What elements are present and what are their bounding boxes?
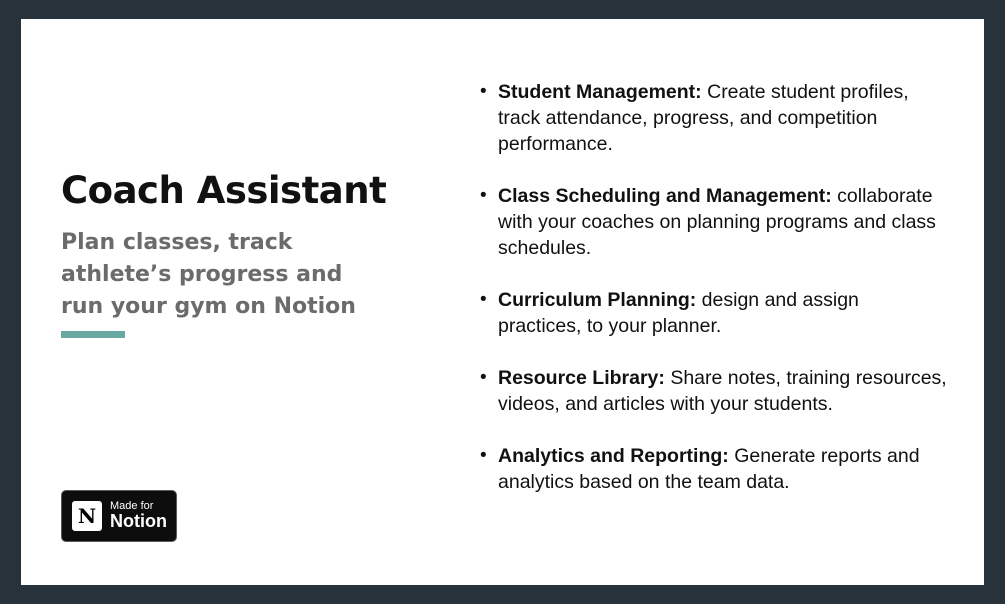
made-for-notion-badge[interactable]: [61, 490, 177, 542]
feature-heading: Student Management:: [498, 81, 702, 103]
feature-list: [477, 79, 947, 521]
page-title: Coach Assistant: [61, 169, 387, 212]
feature-text: collaborate with your coaches on planning programs and class schedules.: [498, 185, 936, 259]
feature-text: Create student profiles, track attendance, progress, and competition performance.: [498, 81, 909, 155]
badge-big-text: Notion: [110, 511, 167, 532]
content-card: [21, 19, 984, 585]
bullet-icon: •: [480, 445, 487, 466]
feature-text: Generate reports and analytics based on the team data.: [498, 445, 920, 493]
feature-heading: Class Scheduling and Management:: [498, 185, 832, 207]
list-item: [477, 79, 947, 157]
feature-heading: Analytics and Reporting:: [498, 445, 729, 467]
list-item: [477, 443, 947, 495]
bullet-icon: •: [480, 81, 487, 102]
accent-divider: [61, 331, 125, 338]
feature-text: Share notes, training resources, videos, and articles with your students.: [498, 367, 947, 415]
hero-section: [61, 169, 421, 338]
feature-text: design and assign practices, to your planner.: [498, 289, 859, 337]
bullet-icon: •: [480, 289, 487, 310]
feature-heading: Curriculum Planning:: [498, 289, 697, 311]
list-item: [477, 183, 947, 261]
list-item: [477, 287, 947, 339]
feature-heading: Resource Library:: [498, 367, 665, 389]
badge-label: [110, 500, 167, 532]
bullet-icon: •: [480, 185, 487, 206]
notion-logo-icon: N: [72, 501, 102, 531]
list-item: [477, 365, 947, 417]
bullet-icon: •: [480, 367, 487, 388]
page-subtitle: Plan classes, track athlete’s progress and run your gym on Notion: [61, 230, 356, 319]
badge-small-text: Made for: [110, 500, 154, 513]
